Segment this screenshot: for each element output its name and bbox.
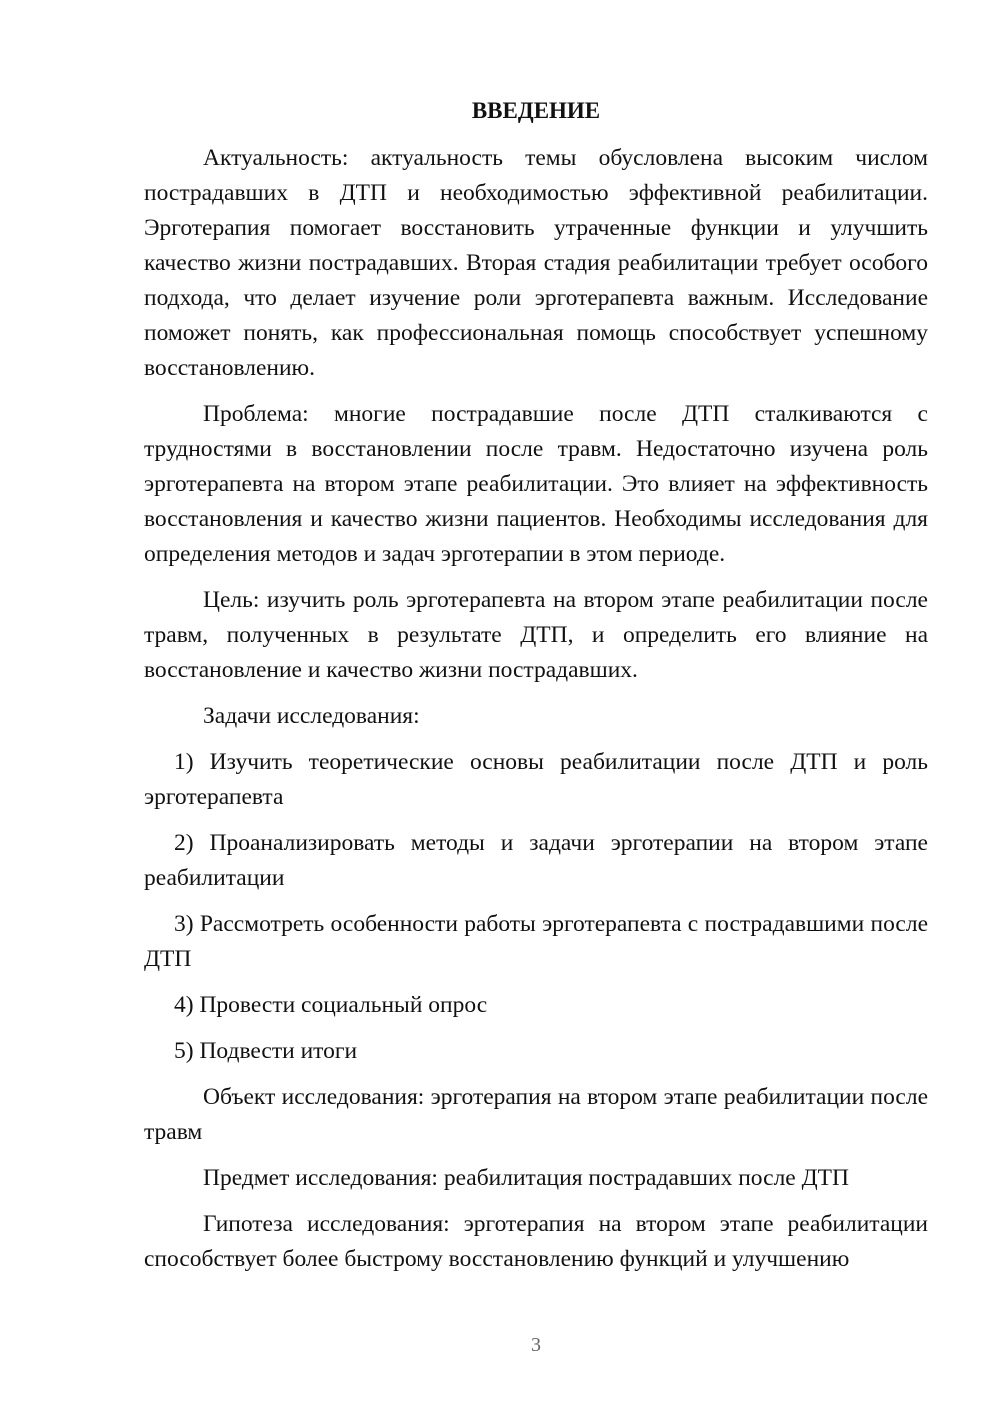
paragraph-object: Объект исследования: эрготерапия на втором этапе реабилитации после травм xyxy=(144,1084,928,1145)
task-item-5: 5) Подвести итоги xyxy=(174,1038,358,1064)
paragraph-tasks-heading: Задачи исследования: xyxy=(203,703,420,729)
page-number: 3 xyxy=(531,1334,541,1356)
task-item-2: 2) Проанализировать методы и задачи эрготерапии на втором этапе реабилитации xyxy=(144,830,928,891)
task-item-1: 1) Изучить теоретические основы реабилитации после ДТП и роль эрготерапевта xyxy=(144,749,928,810)
paragraph-relevance: Актуальность: актуальность темы обусловлена высоким числом пострадавших в ДТП и необходимостью эффективной реабилитации. Эрготерапия помогает восстановить утраченные функции и улучшить качество жизни пострадавших. Вторая стадия реабилитации требует особого подхода, что делает изучение роли эрготерапевта важным. Исследование поможет понять, как профессиональная помощь способствует успешному восстановлению. xyxy=(144,145,928,381)
paragraph-goal: Цель: изучить роль эрготерапевта на втором этапе реабилитации после травм, полученных в результате ДТП, и определить его влияние на восстановление и качество жизни пострадавших. xyxy=(144,587,928,683)
task-item-3: 3) Рассмотреть особенности работы эрготерапевта с пострадавшими после ДТП xyxy=(144,911,928,972)
document-body xyxy=(144,141,928,1277)
paragraph-problem: Проблема: многие пострадавшие после ДТП сталкиваются с трудностями в восстановлении после травм. Недостаточно изучена роль эрготерапевта на втором этапе реабилитации. Это влияет на эффективность восстановления и качество жизни пациентов. Необходимы исследования для определения методов и задач эрготерапии в этом периоде. xyxy=(144,401,928,567)
task-item-4: 4) Провести социальный опрос xyxy=(174,992,488,1018)
paragraph-subject: Предмет исследования: реабилитация пострадавших после ДТП xyxy=(203,1165,849,1191)
paragraph-hypothesis: Гипотеза исследования: эрготерапия на втором этапе реабилитации способствует более быстрому восстановлению функций и улучшению xyxy=(144,1211,928,1272)
page-title: ВВЕДЕНИЕ xyxy=(471,98,601,123)
